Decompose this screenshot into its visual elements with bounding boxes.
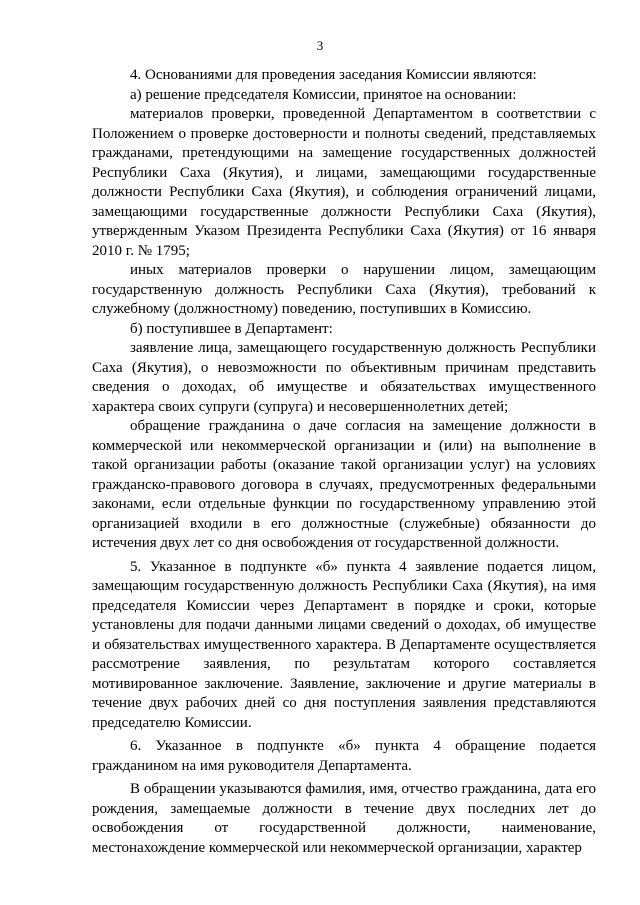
document-body [92, 66, 596, 858]
paragraph-item5: 5. Указанное в подпункте «б» пункта 4 заявление подается лицом, замещающим государственную должность Республики Саха (Якутия), на имя председателя Комиссии через Департамент в порядке и сроки, которые установлены для подачи данными лицами сведений о доходах, об имуществе и обязательствах имущественного характера. В Департаменте осуществляется рассмотрение заявления, по результатам которого составляется мотивированное заключение. Заявление, заключение и другие материалы в течение двух рабочих дней со дня поступления заявления представляются председателю Комиссии. [92, 558, 596, 731]
paragraph-item6-details: В обращении указываются фамилия, имя, отчество гражданина, дата его рождения, замещаемые должности в течение двух последних лет до освобождения от государственной должности, наименование, местонахождение коммерческой или некоммерческой организации, характер [92, 781, 596, 856]
paragraph-item4b-statement: заявление лица, замещающего государственную должность Республики Саха (Якутия), о невозможности по объективным причинам представить сведения о доходах, об имуществе и обязательствах имущественного характера своих супруги (супруга) и несовершеннолетних детей; [92, 340, 596, 415]
paragraph-item4a: а) решение председателя Комиссии, принятое на основании: [130, 86, 517, 103]
paragraph-item4a-materials: материалов проверки, проведенной Департаментом в соответствии с Положением о проверке достоверности и полноты сведений, представляемых гражданами, претендующими на замещение государственных должностей Республики Саха (Якутия), и лицами, замещающими государственные должности Республики Саха (Якутия), и соблюдения ограничений лицами, замещающими государственные должности Республики Саха (Якутия), утвержденным Указом Президента Республики Саха (Якутия) от 16 января 2010 г. № 1795; [92, 106, 596, 259]
paragraph-item6: 6. Указанное в подпункте «б» пункта 4 обращение подается гражданином на имя руководителя Департамента. [92, 738, 596, 774]
paragraph-item4-intro: 4. Основаниями для проведения заседания Комиссии являются: [130, 67, 537, 83]
paragraph-item4a-other-materials: иных материалов проверки о нарушении лицом, замещающим государственную должность Республики Саха (Якутия), требований к служебному (должностному) поведению, поступивших в Комиссию. [92, 262, 596, 317]
page-number: 3 [316, 38, 324, 53]
paragraph-item4b-appeal: обращение гражданина о даче согласия на замещение должности в коммерческой или некоммерческой организации и (или) на выполнение в такой организации работы (оказание такой организации услуг) на условиях гражданско-правового договора в случаях, предусмотренных федеральными законами, если отдельные функции по государственному управлению этой организацией входили в его должностные (служебные) обязанности до истечения двух лет со дня освобождения от государственной должности. [92, 418, 596, 551]
paragraph-item4b: б) поступившее в Департамент: [130, 320, 333, 337]
